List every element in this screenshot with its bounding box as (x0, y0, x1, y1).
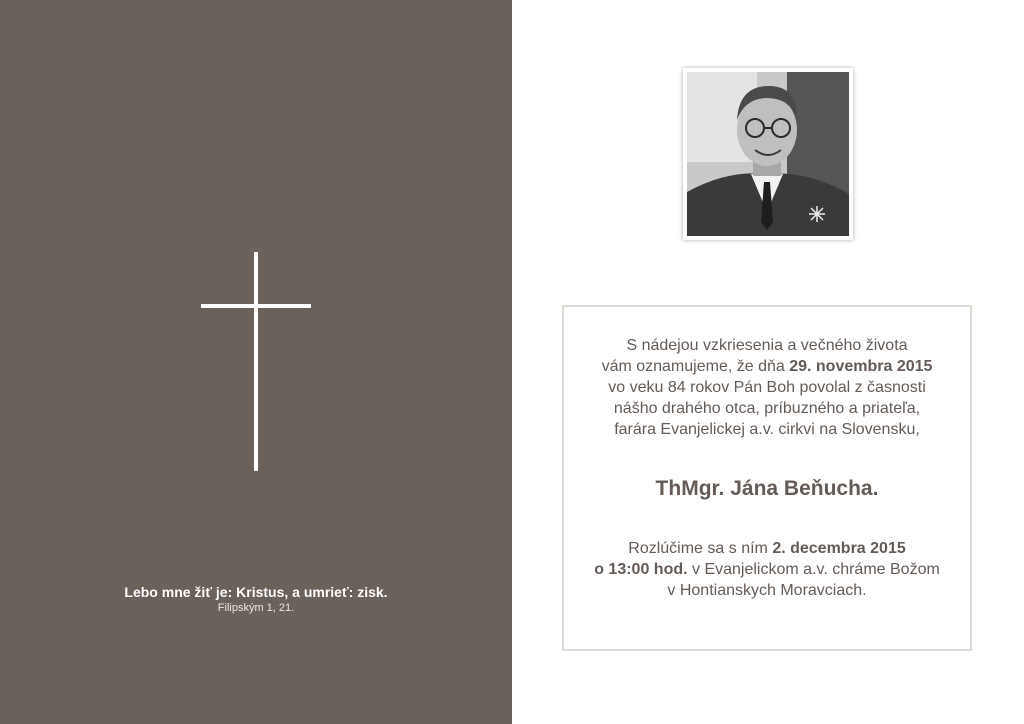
intro-line: nášho drahého otca, príbuzného a priateľa, (613, 400, 921, 417)
portrait-frame (683, 68, 853, 240)
intro-line: farára Evanjelickej a.v. cirkvi na Slovensku, (614, 421, 920, 438)
intro-line: S nádejou vzkriesenia a večného života (626, 337, 908, 354)
quote-reference: Filipským 1, 21. (217, 602, 295, 614)
intro-line-text: vám oznamujeme, že dňa (601, 358, 790, 375)
bible-quote (0, 583, 512, 615)
death-date: 29. novembra 2015 (789, 358, 933, 375)
obituary-notice (562, 305, 972, 651)
funeral-place: v Evanjelickom a.v. chráme Božom (687, 561, 940, 578)
farewell-line (564, 559, 970, 580)
cross-icon-bar (201, 304, 311, 308)
portrait-icon (687, 72, 849, 236)
funeral-time: o 13:00 hod. (594, 561, 688, 578)
deceased-name: ThMgr. Jána Beňucha. (655, 477, 879, 500)
quote-text: Lebo mne žiť je: Kristus, a umrieť: zisk. (124, 584, 388, 600)
farewell-prefix: Rozlúčime sa s ním (628, 540, 773, 557)
notice-intro (564, 335, 970, 440)
cross-icon (254, 252, 258, 471)
farewell-info (564, 538, 970, 601)
farewell-line (564, 538, 970, 559)
funeral-date: 2. decembra 2015 (772, 540, 906, 557)
intro-line: vo veku 84 rokov Pán Boh povolal z časnosti (608, 379, 926, 396)
portrait-photo (687, 72, 849, 236)
intro-line (564, 356, 970, 377)
farewell-line: v Hontianskych Moravciach. (667, 582, 867, 599)
